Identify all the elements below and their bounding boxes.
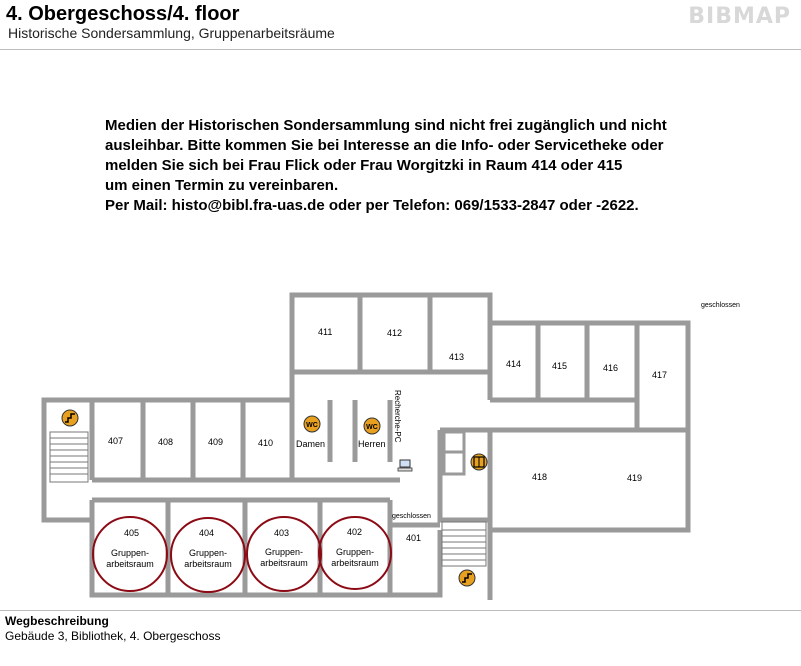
recherche-pc-label: Recherche-PC — [393, 390, 402, 443]
notice-line: um einen Termin zu vereinbaren. — [105, 177, 339, 194]
group-room-label: Gruppen- — [110, 548, 150, 558]
room-403-label: 403 — [274, 528, 290, 538]
group-room-label: arbeitsraum — [106, 559, 154, 569]
geschlossen-label: geschlossen — [701, 302, 740, 309]
wc-icon-label: WC — [306, 422, 318, 429]
wc-icon — [364, 418, 380, 434]
footer-text: Gebäude 3, Bibliothek, 4. Obergeschoss — [5, 629, 221, 643]
page-subtitle: Historische Sondersammlung, Gruppenarbeitsräume — [8, 25, 335, 41]
geschlossen-label: geschlossen — [392, 513, 431, 520]
group-room-405[interactable] — [93, 517, 167, 591]
wc-icon-label: WC — [366, 424, 378, 431]
group-room-label: Gruppen- — [335, 547, 375, 557]
wc-icon — [304, 416, 320, 432]
footer-divider — [0, 610, 801, 611]
misc-labels — [296, 302, 740, 520]
room-411-label: 411 — [318, 327, 333, 337]
room-412-label: 412 — [387, 328, 403, 338]
stairs-icon — [459, 570, 475, 586]
room-409-label: 409 — [208, 437, 224, 447]
room-418-label: 418 — [532, 472, 548, 482]
group-room-label: arbeitsraum — [331, 558, 379, 568]
room-419-label: 419 — [627, 473, 643, 483]
notice-line: ausleihbar. Bitte kommen Sie bei Interesse an die Info- oder Servicetheke oder — [105, 137, 664, 154]
room-410-label: 410 — [258, 438, 274, 448]
stairs-icon — [62, 410, 78, 426]
stairs-right — [442, 522, 486, 566]
group-room-label: arbeitsraum — [260, 558, 308, 568]
room-402-label: 402 — [347, 527, 363, 537]
notice-line: melden Sie sich bei Frau Flick oder Frau Worgitzki in Raum 414 oder 415 — [105, 157, 623, 174]
room-415-label: 415 — [552, 361, 568, 371]
room-404-label: 404 — [199, 528, 215, 538]
room-408-label: 408 — [158, 437, 174, 447]
damen-label: Damen — [296, 439, 326, 449]
room-416-label: 416 — [603, 363, 619, 373]
group-room-label: Gruppen- — [264, 547, 304, 557]
group-room-404[interactable] — [171, 518, 245, 592]
room-405-label: 405 — [124, 528, 140, 538]
wall — [490, 430, 688, 530]
bibmap-logo: BIBMAP — [688, 4, 791, 29]
room-407-label: 407 — [108, 436, 124, 446]
elevator-icon — [471, 454, 487, 470]
herren-label: Herren — [358, 439, 386, 449]
room-413-label: 413 — [449, 352, 465, 362]
group-room-label: Gruppen- — [188, 548, 228, 558]
stairs-left — [50, 432, 88, 482]
room-401-label: 401 — [406, 533, 422, 543]
notice-line: Medien der Historischen Sondersammlung sind nicht frei zugänglich und nicht — [105, 117, 667, 134]
page-title: 4. Obergeschoss/4. floor — [6, 3, 240, 25]
notice-line: Per Mail: histo@bibl.fra-uas.de oder per Telefon: 069/1533-2847 oder -2622. — [105, 197, 639, 214]
room-417-label: 417 — [652, 370, 668, 380]
group-room-label: arbeitsraum — [184, 559, 232, 569]
utility-rooms — [444, 432, 464, 474]
group-room-403[interactable] — [247, 517, 321, 591]
footer-title: Wegbeschreibung — [5, 614, 109, 628]
computer-icon — [398, 460, 412, 471]
group-room-402[interactable] — [319, 517, 391, 589]
room-414-label: 414 — [506, 359, 522, 369]
